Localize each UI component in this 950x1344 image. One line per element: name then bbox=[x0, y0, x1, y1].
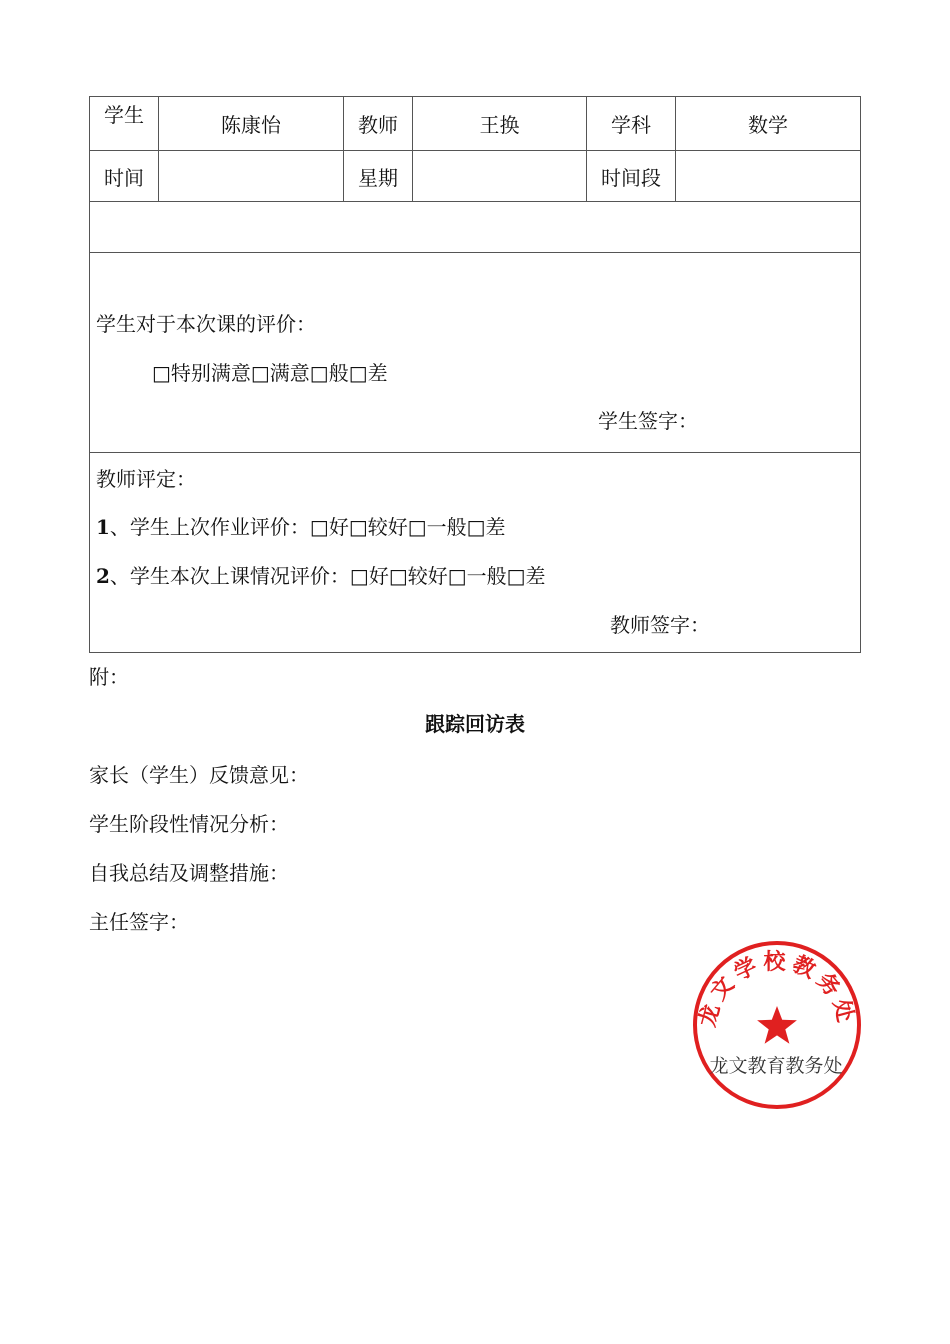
weekday-field[interactable] bbox=[413, 151, 587, 202]
appendix-label: 附： bbox=[89, 665, 129, 689]
followup-title: 跟踪回访表 bbox=[425, 712, 525, 736]
subject-field[interactable]: 数学 bbox=[676, 97, 861, 151]
info-row bbox=[90, 97, 861, 151]
subject-label: 学科 bbox=[587, 97, 676, 151]
self-summary-line: 自我总结及调整措施： bbox=[89, 861, 289, 885]
item-1-text: 、学生上次作业评价：□好□较好□一般□差 bbox=[109, 515, 506, 539]
schedule-row bbox=[90, 151, 861, 202]
period-label: 时间段 bbox=[587, 151, 676, 202]
teacher-eval-item-2[interactable] bbox=[96, 560, 546, 589]
teacher-eval-title: 教师评定： bbox=[96, 467, 196, 491]
director-signature-line: 主任签字： bbox=[89, 910, 189, 934]
student-evaluation-section bbox=[90, 253, 861, 453]
blank-field[interactable] bbox=[90, 202, 861, 253]
item-1-number: 1 bbox=[96, 515, 110, 539]
student-name-field[interactable]: 陈康怡 bbox=[159, 97, 344, 151]
teacher-eval-item-1[interactable] bbox=[96, 511, 506, 540]
student-eval-options[interactable]: □特别满意□满意□般□差 bbox=[152, 361, 388, 385]
teacher-name-field[interactable]: 王换 bbox=[413, 97, 587, 151]
student-eval-title: 学生对于本次课的评价： bbox=[96, 312, 316, 336]
seal-star-icon bbox=[757, 1006, 797, 1044]
student-evaluation-row bbox=[90, 253, 861, 453]
item-2-text: 、学生本次上课情况评价：□好□较好□一般□差 bbox=[109, 564, 546, 588]
teacher-evaluation-row bbox=[90, 453, 861, 653]
time-label: 时间 bbox=[90, 151, 159, 202]
period-field[interactable] bbox=[676, 151, 861, 202]
seal-bottom-text: 龙文教育教务处 bbox=[709, 1055, 843, 1077]
student-signature-label: 学生签字： bbox=[598, 409, 698, 433]
time-field[interactable] bbox=[159, 151, 344, 202]
stage-analysis-line: 学生阶段性情况分析： bbox=[89, 812, 289, 836]
parent-feedback-line: 家长（学生）反馈意见： bbox=[89, 763, 309, 787]
teacher-evaluation-section bbox=[90, 453, 861, 653]
blank-row bbox=[90, 202, 861, 253]
teacher-label: 教师 bbox=[344, 97, 413, 151]
seal-arc-text: 龙文学校教务处 bbox=[694, 948, 860, 1030]
tutoring-record-table bbox=[89, 96, 861, 653]
weekday-label: 星期 bbox=[344, 151, 413, 202]
item-2-number: 2 bbox=[96, 564, 110, 588]
student-label: 学生 bbox=[90, 97, 159, 151]
teacher-signature-label: 教师签字： bbox=[610, 613, 710, 637]
official-seal-icon bbox=[690, 938, 864, 1112]
